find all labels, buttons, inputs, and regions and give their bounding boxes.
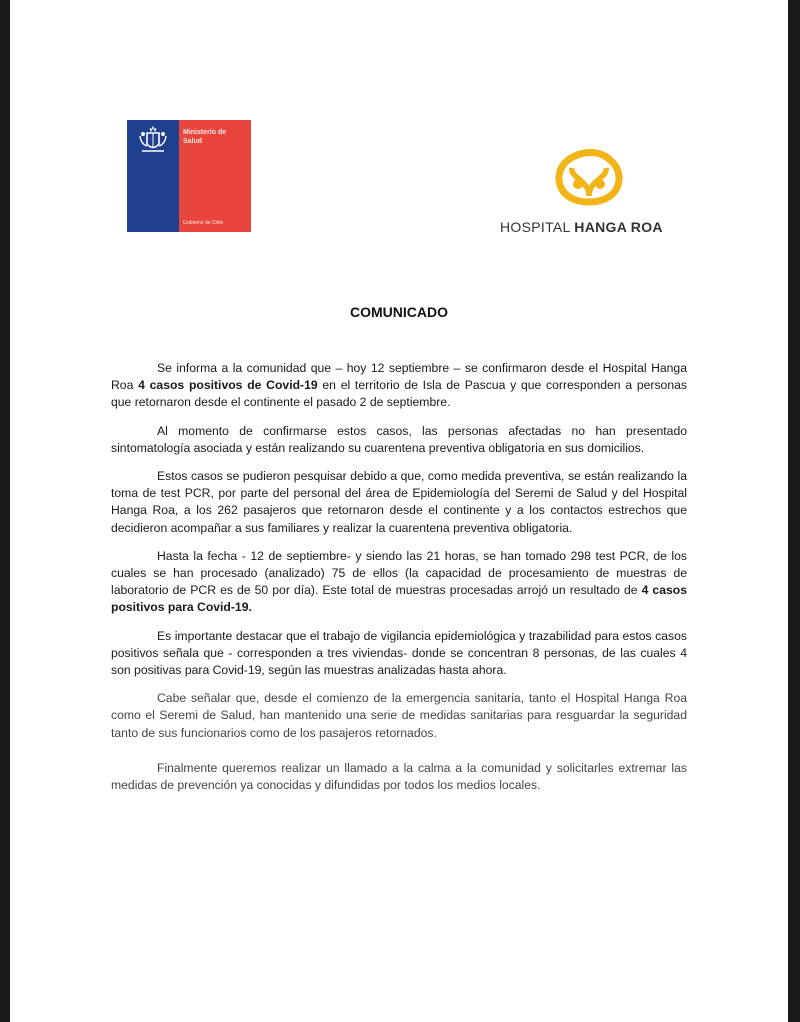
document-body bbox=[111, 360, 687, 805]
paragraph-5: Es importante destacar que el trabajo de vigilancia epidemiológica y trazabilidad para estos casos positivos señala que - corresponden a tres viviendas- donde se concentran 8 personas, de las cuales 4 son positivas para Covid-19, según las muestras analizadas hasta ahora. bbox=[111, 628, 687, 678]
paragraph-1-text-c: en el territorio de Isla de Pascua y que corresponden a personas que retornaron desde el continente el pasado 2 de septiembre. bbox=[111, 378, 687, 410]
paragraph-4 bbox=[111, 548, 687, 617]
paragraph-7: Finalmente queremos realizar un llamado a la calma a la comunidad y solicitarles extremar las medidas de prevención ya conocidas y difundidas por todos los medios locales. bbox=[111, 760, 687, 793]
document-page bbox=[10, 0, 788, 1022]
hospital-name bbox=[500, 220, 685, 234]
ministry-name: Ministerio de Salud bbox=[183, 129, 227, 145]
hospital-name-bold: HANGA ROA bbox=[574, 219, 663, 235]
ministerio-de-salud-logo bbox=[127, 120, 251, 232]
paragraph-2: Al momento de confirmarse estos casos, las personas afectadas no han presentado sintomatología asociada y están realizando su cuarentena preventiva obligatoria en sus domicilios. bbox=[111, 423, 687, 455]
paragraph-3: Estos casos se pudieron pesquisar debido a que, como medida preventiva, se están realizando la toma de test PCR, por parte del personal del área de Epidemiología del Seremi de Salud y del Hospital Hanga Roa, a los 262 pasajeros que retornaron desde el continente y a los contactos estrechos que decidieron acompañar a sus familiares y realizar la cuarentena preventiva obligatoria. bbox=[111, 469, 687, 535]
paragraph-4-text-a: Hasta la fecha - 12 de septiembre- y siendo las 21 horas, se han tomado 298 test PCR, de los cuales se han procesado (analizado) 75 de ellos (la capacidad de procesamiento de muestras de laboratorio de PCR es de 50 por día). Este total de muestras procesadas arrojó un resultado de bbox=[111, 548, 687, 598]
paragraph-1-text-a: Se informa a la comunidad que – hoy 12 septiembre – se confirmaron desde el Hospital Hanga Roa bbox=[111, 361, 687, 393]
paragraph-1-highlight: 4 casos positivos de Covid-19 bbox=[138, 378, 318, 393]
document-title: COMUNICADO bbox=[350, 304, 448, 320]
chile-coat-of-arms-icon bbox=[136, 124, 170, 158]
paragraph-4-highlight: 4 casos positivos para Covid-19. bbox=[111, 583, 687, 615]
hospital-hanga-roa-logo-icon bbox=[548, 148, 630, 210]
government-label: Gobierno de Chile bbox=[183, 220, 224, 226]
paragraph-1 bbox=[111, 360, 687, 412]
hospital-name-light: HOSPITAL bbox=[500, 219, 571, 235]
paragraph-6: Cabe señalar que, desde el comienzo de la emergencia sanitaria, tanto el Hospital Hanga Roa como el Seremi de Salud, han mantenido una serie de medidas sanitarias para resguardar la seguridad tanto de sus funcionarios como de los pasajeros retornados. bbox=[111, 691, 687, 740]
logo-blue-panel bbox=[127, 120, 179, 232]
